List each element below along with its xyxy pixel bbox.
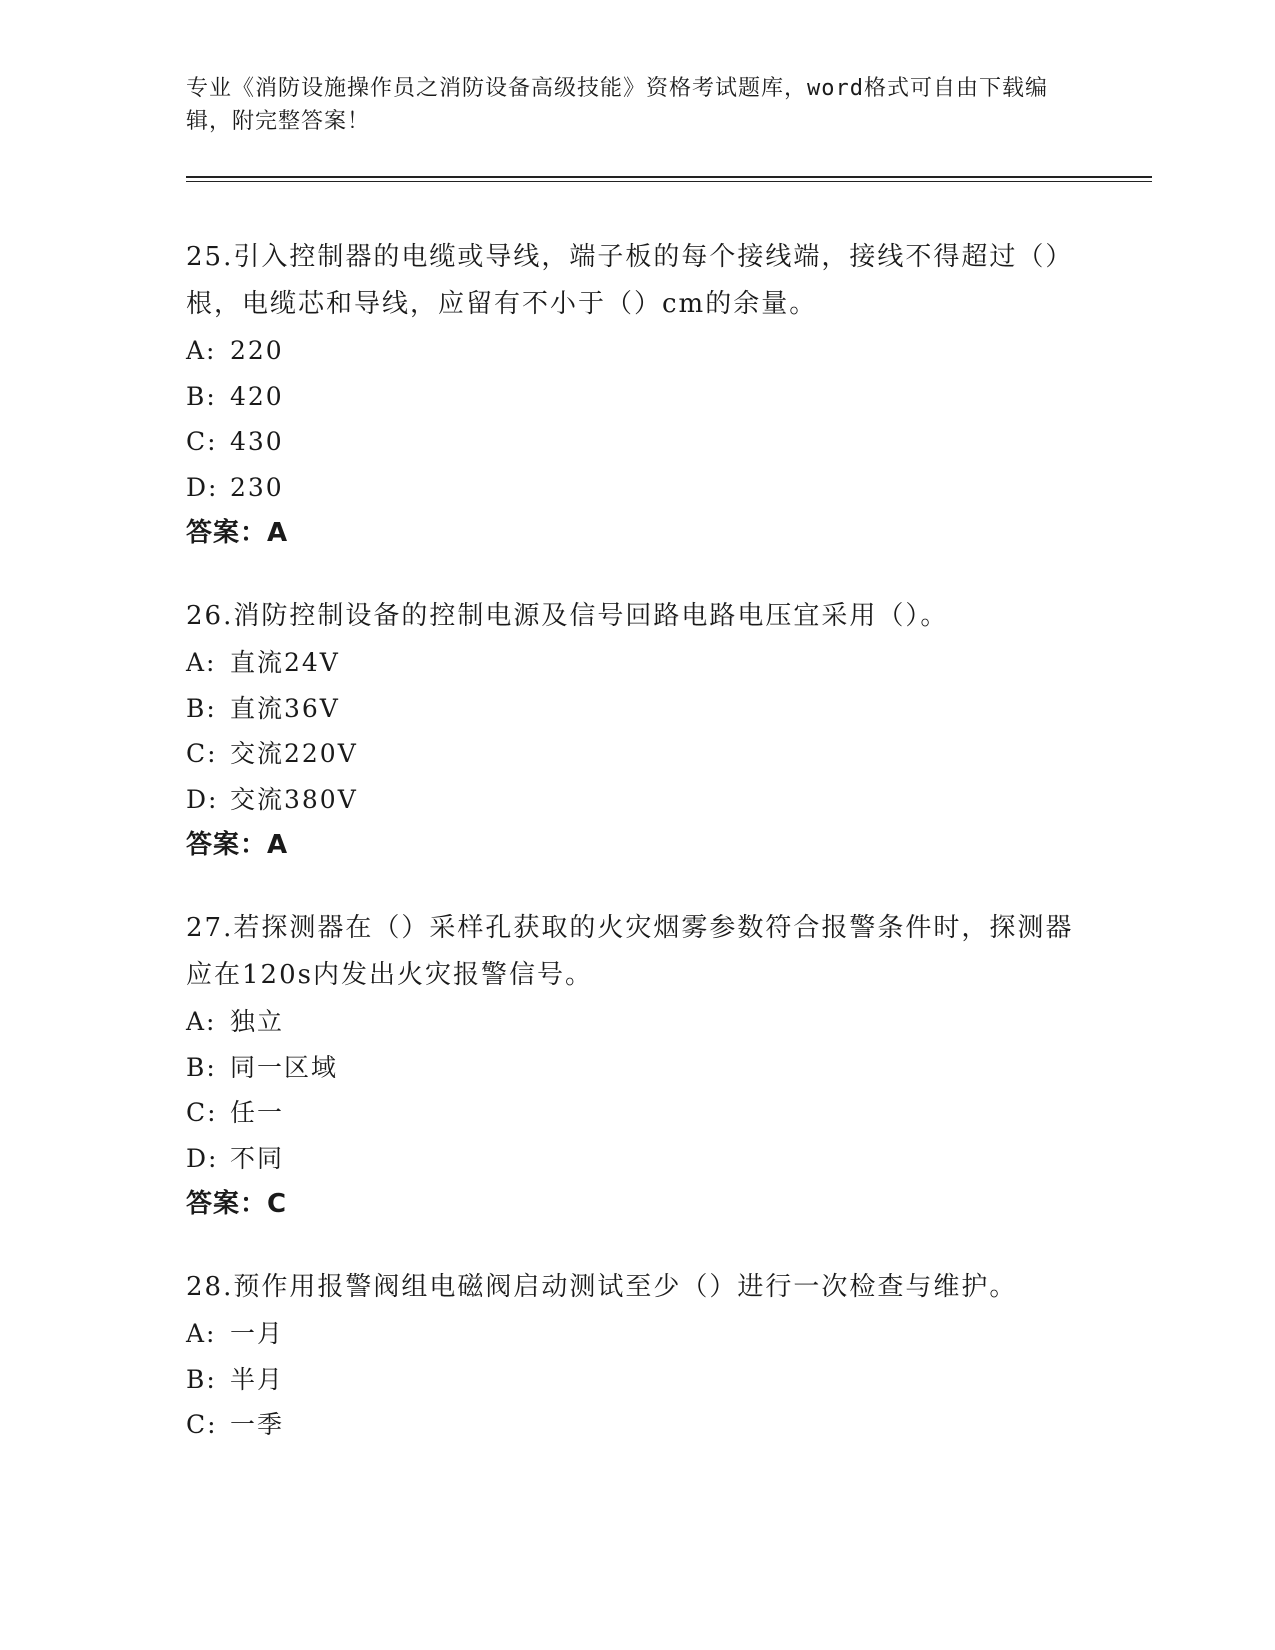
option-letter: D: [186,784,219,814]
option-letter: B: [186,381,217,411]
question-text: 25.引入控制器的电缆或导线，端子板的每个接线端，接线不得超过（）根，电缆芯和导线，应留有不小于（）cm的余量。 [186,242,1074,319]
option-letter: C: [186,739,218,768]
option-text: 交流220V [230,739,358,768]
option-b [186,1045,1086,1091]
option-text: 同一区域 [230,1052,339,1082]
option-letter: A: [186,1007,217,1036]
option-text: 半月 [230,1364,285,1394]
option-b [186,1357,1086,1403]
option-text: 420 [230,381,284,411]
header-divider-thin [186,181,1152,182]
option-text: 430 [230,427,284,456]
option-text: 220 [230,336,284,365]
answer-value: C [267,1189,288,1219]
option-c [186,1402,1086,1448]
document-header-intro: 专业《消防设施操作员之消防设备高级技能》资格考试题库，word格式可自由下载编辑，附完整答案！ [186,76,1048,134]
option-b [186,686,1086,732]
option-text: 独立 [230,1007,285,1036]
answer-value: A [267,518,289,548]
option-a [186,328,1086,374]
option-letter: D: [186,472,219,502]
answer-value: A [267,830,289,860]
option-text: 直流36V [230,693,340,723]
option-letter: C: [186,427,218,456]
question-text: 28.预作用报警阀组电磁阀启动测试至少（）进行一次检查与维护。 [186,1272,1018,1302]
question-26 [186,593,1086,868]
option-letter: C: [186,1098,218,1127]
option-c [186,419,1086,465]
option-text: 不同 [230,1143,285,1173]
option-letter: A: [186,336,217,365]
answer-line [186,1181,1086,1227]
option-text: 交流380V [230,784,358,814]
option-b [186,374,1086,420]
option-c [186,731,1086,777]
option-letter: B: [186,1364,217,1394]
question-27 [186,905,1086,1227]
question-25 [186,234,1086,556]
option-a [186,999,1086,1045]
option-letter: A: [186,648,217,677]
option-letter: C: [186,1410,218,1439]
option-letter: B: [186,693,217,723]
option-text: 230 [230,472,284,502]
option-d [186,777,1086,823]
question-text: 26.消防控制设备的控制电源及信号回路电路电压宜采用（）。 [186,601,949,631]
question-text: 27.若探测器在（）采样孔获取的火灾烟雾参数符合报警条件时，探测器应在120s内发出火灾报警信号。 [186,913,1074,990]
option-letter: A: [186,1319,217,1348]
answer-label: 答案： [186,830,268,860]
answer-line [186,822,1086,868]
question-list [186,234,1086,1485]
option-letter: B: [186,1052,217,1082]
option-d [186,1136,1086,1182]
option-text: 一季 [230,1410,285,1439]
option-text: 任一 [230,1098,285,1127]
option-letter: D: [186,1143,219,1173]
answer-label: 答案： [186,518,268,548]
header-divider-thick [186,176,1152,178]
answer-line [186,510,1086,556]
option-c [186,1090,1086,1136]
option-d [186,465,1086,511]
question-28 [186,1264,1086,1448]
option-a [186,1311,1086,1357]
option-text: 一月 [230,1319,285,1348]
answer-label: 答案： [186,1189,268,1219]
option-a [186,640,1086,686]
option-text: 直流24V [230,648,340,677]
